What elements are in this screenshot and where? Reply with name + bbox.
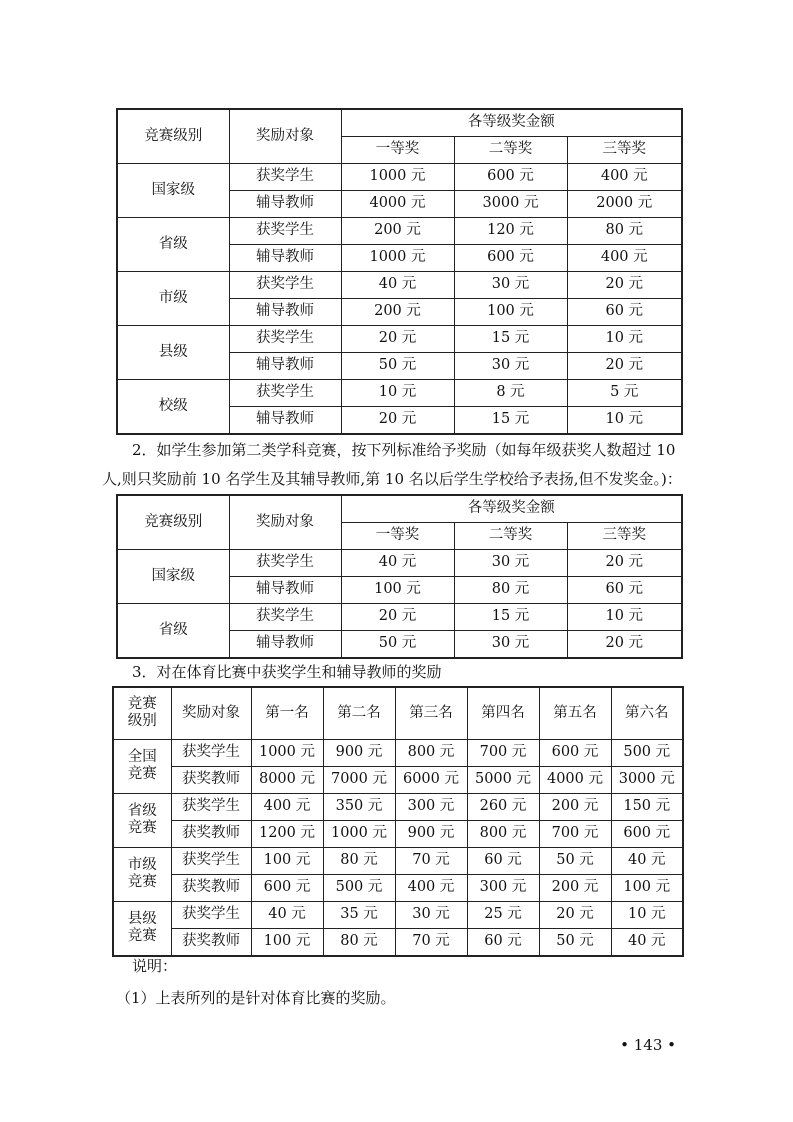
target-cell: 获奖教师	[171, 820, 251, 847]
notes-item-1: （1）上表所列的是针对体育比赛的奖励。	[116, 989, 396, 1007]
value-cell: 3000 元	[454, 191, 567, 218]
value-cell: 6000 元	[395, 766, 467, 793]
value-cell: 50 元	[539, 847, 611, 874]
level-line-1: 市级	[127, 856, 157, 873]
sports-competition-award-table	[112, 686, 684, 957]
value-cell: 60 元	[467, 928, 539, 956]
value-cell: 40 元	[341, 550, 454, 577]
level-cell	[113, 901, 171, 956]
academic-competition-award-table-1	[116, 108, 683, 435]
paragraph-3: 3．对在体育比赛中获奖学生和辅导教师的奖励	[132, 663, 442, 681]
header-prize-1: 一等奖	[341, 137, 454, 164]
value-cell: 5000 元	[467, 766, 539, 793]
level-cell: 省级	[117, 218, 229, 272]
target-cell: 获奖学生	[171, 847, 251, 874]
value-cell: 600 元	[454, 245, 567, 272]
level-line-2: 竞赛	[127, 928, 157, 944]
value-cell: 10 元	[567, 604, 682, 631]
header-place-2: 第二名	[323, 687, 395, 739]
value-cell: 8000 元	[251, 766, 323, 793]
target-cell: 获奖学生	[171, 793, 251, 820]
value-cell: 400 元	[567, 164, 682, 191]
value-cell: 1200 元	[251, 820, 323, 847]
value-cell: 30 元	[395, 901, 467, 928]
value-cell: 500 元	[611, 739, 683, 766]
notes-heading: 说明：	[132, 957, 178, 975]
value-cell: 35 元	[323, 901, 395, 928]
value-cell: 20 元	[567, 353, 682, 380]
level-cell: 国家级	[117, 164, 229, 218]
value-cell: 30 元	[454, 550, 567, 577]
value-cell: 25 元	[467, 901, 539, 928]
paragraph-2-line-2: 人,则只奖励前 10 名学生及其辅导教师,第 10 名以后学生学校给予表扬,但不发奖金。)：	[102, 470, 682, 488]
value-cell: 20 元	[341, 407, 454, 435]
value-cell: 100 元	[454, 299, 567, 326]
table-row	[113, 739, 683, 766]
value-cell: 1000 元	[251, 739, 323, 766]
value-cell: 10 元	[567, 326, 682, 353]
level-line-2: 竞赛	[127, 820, 157, 836]
value-cell: 4000 元	[341, 191, 454, 218]
target-cell: 获奖学生	[229, 604, 341, 631]
page-number: • 143 •	[620, 1036, 676, 1054]
value-cell: 80 元	[567, 218, 682, 245]
header-level-line-1: 竞赛	[127, 695, 157, 712]
value-cell: 60 元	[567, 299, 682, 326]
level-cell	[113, 847, 171, 901]
header-place-3: 第三名	[395, 687, 467, 739]
table-row	[113, 901, 683, 928]
header-target: 奖励对象	[229, 109, 341, 164]
target-cell: 获奖学生	[229, 380, 341, 407]
value-cell: 700 元	[539, 820, 611, 847]
header-target: 奖励对象	[229, 495, 341, 550]
value-cell: 30 元	[454, 353, 567, 380]
target-cell: 辅导教师	[229, 631, 341, 659]
target-cell: 获奖教师	[171, 928, 251, 956]
value-cell: 900 元	[323, 739, 395, 766]
target-cell: 获奖教师	[171, 874, 251, 901]
level-cell	[113, 739, 171, 793]
value-cell: 40 元	[341, 272, 454, 299]
target-cell: 获奖学生	[229, 164, 341, 191]
value-cell: 300 元	[395, 793, 467, 820]
header-place-4: 第四名	[467, 687, 539, 739]
target-cell: 获奖教师	[171, 766, 251, 793]
table-row	[117, 164, 682, 191]
header-level	[113, 687, 171, 739]
value-cell: 4000 元	[539, 766, 611, 793]
value-cell: 400 元	[251, 793, 323, 820]
value-cell: 8 元	[454, 380, 567, 407]
value-cell: 50 元	[539, 928, 611, 956]
value-cell: 40 元	[611, 928, 683, 956]
value-cell: 40 元	[611, 847, 683, 874]
table-row	[113, 847, 683, 874]
target-cell: 获奖学生	[229, 550, 341, 577]
value-cell: 400 元	[567, 245, 682, 272]
level-cell: 国家级	[117, 550, 229, 604]
target-cell: 辅导教师	[229, 353, 341, 380]
value-cell: 400 元	[395, 874, 467, 901]
value-cell: 200 元	[539, 793, 611, 820]
value-cell: 80 元	[454, 577, 567, 604]
header-place-5: 第五名	[539, 687, 611, 739]
table-row	[113, 928, 683, 956]
table-row	[117, 604, 682, 631]
value-cell: 30 元	[454, 272, 567, 299]
value-cell: 10 元	[567, 407, 682, 435]
value-cell: 40 元	[251, 901, 323, 928]
table-row	[117, 380, 682, 407]
value-cell: 800 元	[467, 820, 539, 847]
table-row	[113, 820, 683, 847]
value-cell: 20 元	[539, 901, 611, 928]
level-cell	[113, 793, 171, 847]
value-cell: 80 元	[323, 928, 395, 956]
table-row	[117, 326, 682, 353]
level-cell: 省级	[117, 604, 229, 659]
table-row	[113, 874, 683, 901]
value-cell: 600 元	[251, 874, 323, 901]
value-cell: 15 元	[454, 326, 567, 353]
value-cell: 50 元	[341, 353, 454, 380]
table-row	[117, 218, 682, 245]
value-cell: 15 元	[454, 604, 567, 631]
value-cell: 350 元	[323, 793, 395, 820]
value-cell: 1000 元	[341, 245, 454, 272]
header-prize-2: 二等奖	[454, 523, 567, 550]
value-cell: 70 元	[395, 928, 467, 956]
value-cell: 30 元	[454, 631, 567, 659]
value-cell: 700 元	[467, 739, 539, 766]
level-cell: 市级	[117, 272, 229, 326]
header-place-1: 第一名	[251, 687, 323, 739]
target-cell: 获奖学生	[229, 326, 341, 353]
value-cell: 10 元	[341, 380, 454, 407]
header-level: 竞赛级别	[117, 495, 229, 550]
table-row	[113, 766, 683, 793]
level-line-1: 县级	[127, 910, 157, 927]
paragraph-2-line-1: 2．如学生参加第二类学科竞赛，按下列标准给予奖励（如每年级获奖人数超过 10	[132, 441, 676, 459]
table-row	[117, 550, 682, 577]
level-cell: 校级	[117, 380, 229, 435]
value-cell: 900 元	[395, 820, 467, 847]
value-cell: 10 元	[611, 901, 683, 928]
header-prize-3: 三等奖	[567, 523, 682, 550]
header-level: 竞赛级别	[117, 109, 229, 164]
value-cell: 20 元	[567, 272, 682, 299]
header-amount: 各等级奖金额	[341, 495, 682, 523]
value-cell: 20 元	[567, 631, 682, 659]
level-line-1: 省级	[127, 802, 157, 819]
header-level-line-2: 级别	[127, 713, 157, 730]
value-cell: 20 元	[341, 326, 454, 353]
value-cell: 100 元	[251, 847, 323, 874]
value-cell: 100 元	[251, 928, 323, 956]
value-cell: 5 元	[567, 380, 682, 407]
value-cell: 600 元	[454, 164, 567, 191]
value-cell: 3000 元	[611, 766, 683, 793]
level-line-2: 竞赛	[127, 874, 157, 890]
target-cell: 辅导教师	[229, 407, 341, 435]
value-cell: 7000 元	[323, 766, 395, 793]
value-cell: 800 元	[395, 739, 467, 766]
value-cell: 500 元	[323, 874, 395, 901]
target-cell: 获奖学生	[229, 272, 341, 299]
value-cell: 100 元	[611, 874, 683, 901]
header-amount: 各等级奖金额	[341, 109, 682, 137]
target-cell: 获奖学生	[171, 739, 251, 766]
value-cell: 100 元	[341, 577, 454, 604]
value-cell: 120 元	[454, 218, 567, 245]
target-cell: 辅导教师	[229, 191, 341, 218]
academic-competition-award-table-2	[116, 494, 683, 659]
value-cell: 260 元	[467, 793, 539, 820]
target-cell: 辅导教师	[229, 299, 341, 326]
value-cell: 150 元	[611, 793, 683, 820]
target-cell: 辅导教师	[229, 577, 341, 604]
header-prize-3: 三等奖	[567, 137, 682, 164]
table-row	[117, 272, 682, 299]
value-cell: 2000 元	[567, 191, 682, 218]
value-cell: 1000 元	[341, 164, 454, 191]
header-prize-2: 二等奖	[454, 137, 567, 164]
level-line-1: 全国	[127, 748, 157, 765]
header-target: 奖励对象	[171, 687, 251, 739]
value-cell: 300 元	[467, 874, 539, 901]
value-cell: 20 元	[341, 604, 454, 631]
header-place-6: 第六名	[611, 687, 683, 739]
value-cell: 60 元	[567, 577, 682, 604]
level-cell: 县级	[117, 326, 229, 380]
table-row	[113, 793, 683, 820]
value-cell: 600 元	[539, 739, 611, 766]
level-line-2: 竞赛	[127, 766, 157, 782]
value-cell: 20 元	[567, 550, 682, 577]
target-cell: 获奖学生	[171, 901, 251, 928]
value-cell: 200 元	[341, 299, 454, 326]
target-cell: 获奖学生	[229, 218, 341, 245]
value-cell: 70 元	[395, 847, 467, 874]
value-cell: 80 元	[323, 847, 395, 874]
value-cell: 15 元	[454, 407, 567, 435]
value-cell: 200 元	[341, 218, 454, 245]
value-cell: 1000 元	[323, 820, 395, 847]
value-cell: 600 元	[611, 820, 683, 847]
value-cell: 60 元	[467, 847, 539, 874]
value-cell: 200 元	[539, 874, 611, 901]
header-prize-1: 一等奖	[341, 523, 454, 550]
target-cell: 辅导教师	[229, 245, 341, 272]
value-cell: 50 元	[341, 631, 454, 659]
